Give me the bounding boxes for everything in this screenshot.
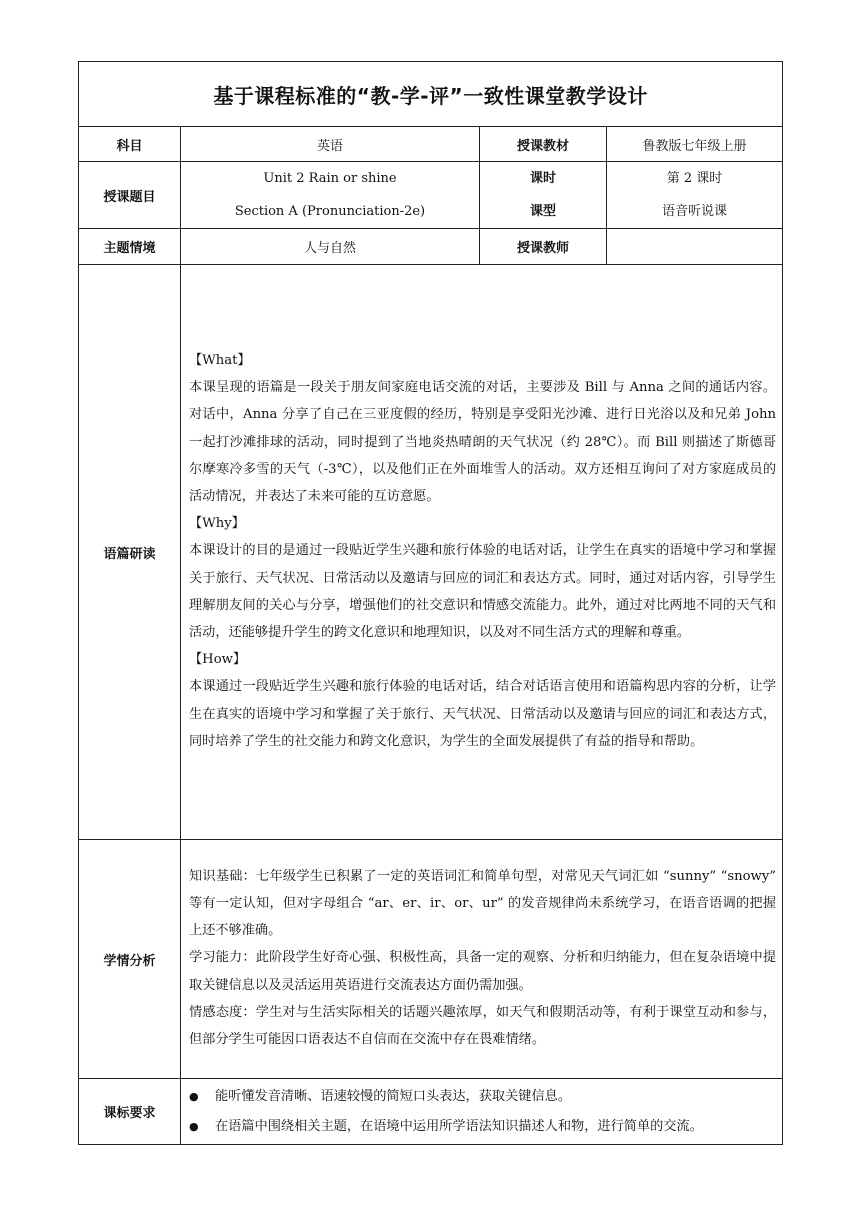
theme-label: 主题情境 xyxy=(79,229,181,265)
emotional-attitude: 情感态度：学生对与生活实际相关的话题兴趣浓厚，如天气和假期活动等，有利于课堂互动和参与，但部分学生可能因口语表达不自信而在交流中存在畏难情绪。 xyxy=(189,1004,777,1047)
theme-value: 人与自然 xyxy=(181,229,480,265)
type-value: 语音听说课 xyxy=(662,204,728,219)
subject-value: 英语 xyxy=(181,127,480,162)
type-label: 课型 xyxy=(529,204,556,219)
curriculum-requirements-content xyxy=(181,1079,783,1145)
learning-ability: 学习能力：此阶段学生好奇心强、积极性高，具备一定的观察、分析和归纳能力，但在复杂语境中提取关键信息以及灵活运用英语进行交流表达方面仍需加强。 xyxy=(189,950,777,993)
hours-type-values xyxy=(607,162,783,229)
teacher-label: 授课教师 xyxy=(480,229,607,265)
bullet-icon: ● xyxy=(189,1089,199,1103)
teacher-value xyxy=(607,229,783,265)
textbook-label: 授课教材 xyxy=(480,127,607,162)
requirement-text: 能听懂发音清晰、语速较慢的简短口头表达，获取关键信息。 xyxy=(215,1088,572,1104)
list-item xyxy=(189,1082,776,1112)
lesson-topic-value xyxy=(181,162,480,229)
why-heading: 【Why】 xyxy=(189,516,245,532)
lesson-topic-label: 授课题目 xyxy=(79,162,181,229)
hours-label: 课时 xyxy=(529,171,556,186)
hours-type-labels xyxy=(480,162,607,229)
knowledge-basis: 知识基础：七年级学生已积累了一定的英语词汇和简单句型，对常见天气词汇如 “sunny” “snowy” 等有一定认知，但对字母组合 “ar、er、ir、or、ur” 的发音规律尚未系统学习，在语音语调的把握上还不够准确。 xyxy=(189,868,777,939)
what-body: 本课呈现的语篇是一段关于朋友间家庭电话交流的对话，主要涉及 Bill 与 Anna 之间的通话内容。对话中，Anna 分享了自己在三亚度假的经历，特别是享受阳光沙滩、进行日光浴以及和兄弟 John 一起打沙滩排球的活动，同时提到了当地炎热晴朗的天气状况（约 28℃）。而 Bill 则描述了斯德哥尔摩寒冷多雪的天气（-3℃），以及他们正在外面堆雪人的活动。双方还相互询问了对方家庭成员的活动情况，并表达了未来可能的互访意愿。 xyxy=(189,380,777,504)
curriculum-requirements-label: 课标要求 xyxy=(79,1079,181,1145)
requirement-text: 在语篇中围绕相关主题，在语境中运用所学语法知识描述人和物，进行简单的交流。 xyxy=(215,1118,703,1134)
lesson-plan-table xyxy=(78,61,783,1145)
lesson-plan-page xyxy=(78,61,782,1145)
bullet-icon: ● xyxy=(189,1119,199,1133)
what-heading: 【What】 xyxy=(189,352,251,368)
how-body: 本课通过一段贴近学生兴趣和旅行体验的电话对话，结合对话语言使用和语篇构思内容的分析，让学生在真实的语境中学习和掌握了关于旅行、天气状况、日常活动以及邀请与回应的词汇和表达方式，同时培养了学生的社交能力和跨文化意识，为学生的全面发展提供了有益的指导和帮助。 xyxy=(189,679,777,749)
student-analysis-label: 学情分析 xyxy=(79,840,181,1079)
document-title: 基于课程标准的“教-学-评”一致性课堂教学设计 xyxy=(79,62,783,127)
text-study-content xyxy=(181,265,783,840)
hours-value: 第 2 课时 xyxy=(666,171,723,186)
lesson-topic-section: Section A (Pronunciation-2e) xyxy=(234,204,426,219)
subject-label: 科目 xyxy=(79,127,181,162)
student-analysis-content xyxy=(181,840,783,1079)
text-study-label: 语篇研读 xyxy=(79,265,181,840)
textbook-value: 鲁教版七年级上册 xyxy=(607,127,783,162)
how-heading: 【How】 xyxy=(189,652,247,668)
list-item xyxy=(189,1112,776,1142)
why-body: 本课设计的目的是通过一段贴近学生兴趣和旅行体验的电话对话，让学生在真实的语境中学习和掌握关于旅行、天气状况、日常活动以及邀请与回应的词汇和表达方式。同时，通过对话内容，引导学生理解朋友间的关心与分享，增强他们的社交意识和情感交流能力。此外，通过对比两地不同的天气和活动，还能够提升学生的跨文化意识和地理知识，以及对不同生活方式的理解和尊重。 xyxy=(189,543,777,640)
lesson-topic-unit: Unit 2 Rain or shine xyxy=(263,171,397,186)
